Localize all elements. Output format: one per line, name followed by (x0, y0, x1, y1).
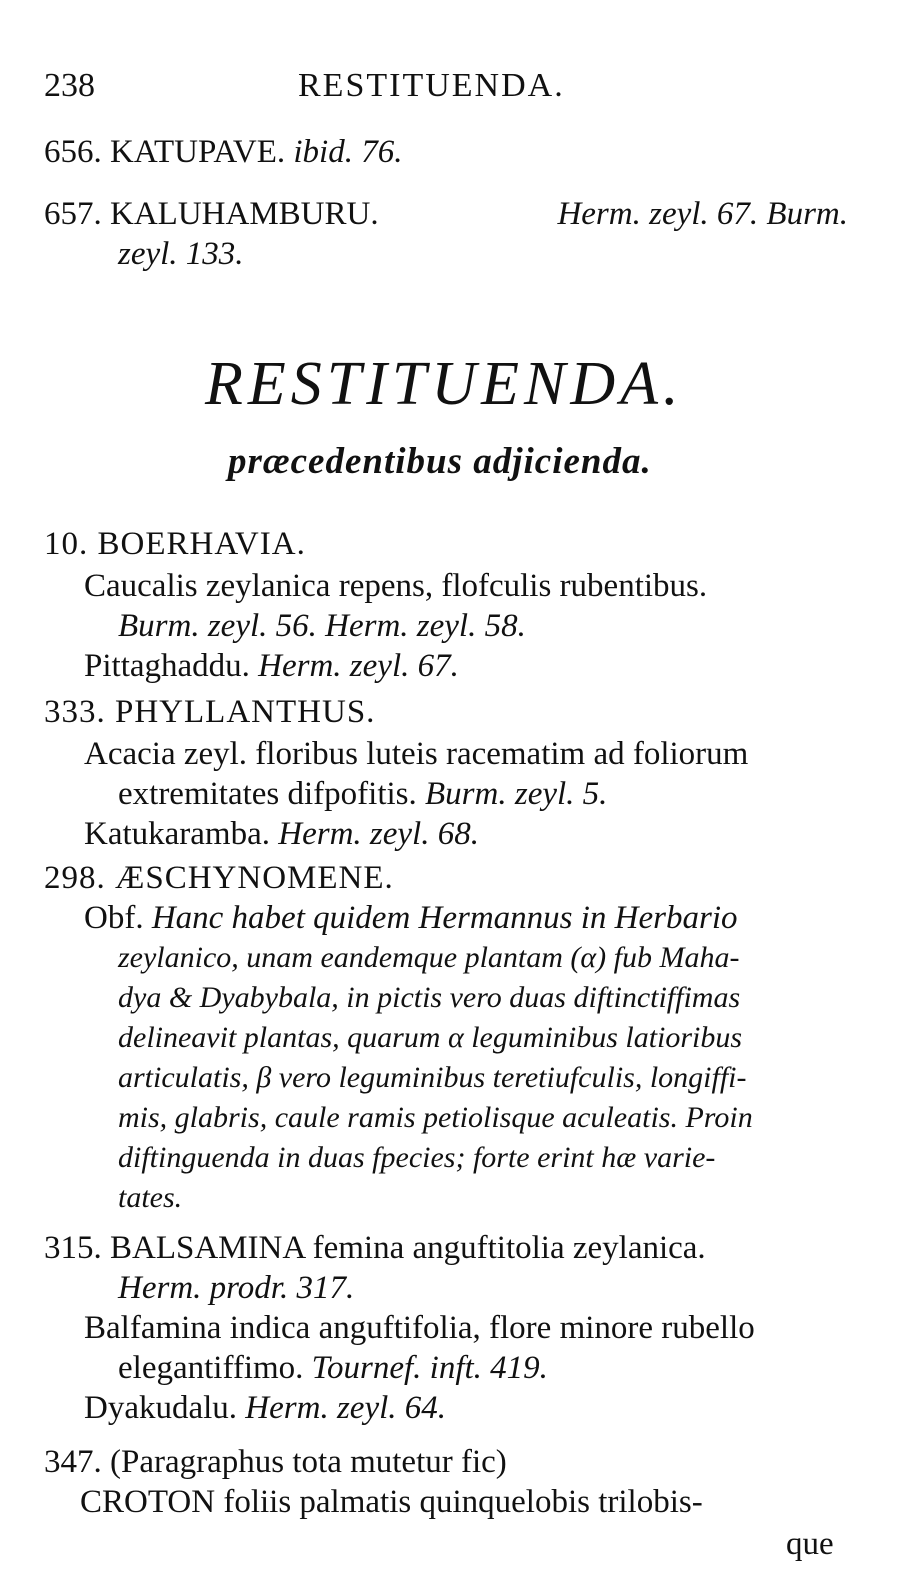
entry-line (84, 898, 738, 938)
entry-line (84, 1388, 446, 1428)
entry-note: Hanc habet quidem Hermannus in Herbario (151, 900, 738, 936)
entry-text: Katukaramba. (84, 816, 279, 852)
entry-text: Pittaghaddu. (84, 648, 259, 684)
page-number: 238 (44, 67, 95, 104)
entry-heading: 298. ÆSCHYNOMENE. (44, 860, 394, 896)
entry-note: tates. (118, 1181, 183, 1214)
entry-line: CROTON foliis palmatis quinquelobis trilobis- (80, 1484, 703, 1520)
entry-note: zeylanico, unam eandemque plantam (α) fub Maha- (118, 941, 740, 974)
entry-line (118, 1348, 548, 1388)
entry-note: dya & Dyabybala, in pictis vero duas diftinctiffimas (118, 981, 741, 1014)
entry-reference: Herm. zeyl. 64. (245, 1390, 447, 1426)
entry-text: extremitates difpofitis. (118, 776, 426, 812)
entry-line: Balfamina indica anguftifolia, flore minore rubello (84, 1310, 755, 1346)
entry-note: delineavit plantas, quarum α leguminibus latioribus (118, 1021, 743, 1054)
running-head: RESTITUENDA. (298, 67, 565, 104)
entry-heading: 315. BALSAMINA femina anguftitolia zeylanica. (44, 1230, 706, 1266)
entry-note: diftinguenda in duas fpecies; forte erint hæ varie- (118, 1141, 716, 1174)
entry-reference: ibid. 76. (293, 134, 403, 170)
entry-line: Acacia zeyl. floribus luteis racematim ad foliorum (84, 736, 749, 772)
catchword: que (786, 1526, 834, 1562)
entry-note: articulatis, β vero leguminibus teretiufculis, longiffi- (118, 1061, 747, 1094)
entry-reference: Herm. zeyl. 68. (278, 816, 479, 852)
entry-reference: Burm. zeyl. 56. Herm. zeyl. 58. (118, 608, 526, 644)
entry-heading: 10. BOERHAVIA. (44, 526, 306, 562)
entry-heading: 347. (Paragraphus tota mutetur fic) (44, 1444, 507, 1480)
entry-line (44, 132, 402, 172)
entry-line (118, 774, 607, 814)
entry-text: 657. KALUHAMBURU. (44, 196, 379, 232)
entry-text: elegantiffimo. (118, 1350, 312, 1386)
entry-text: 656. KATUPAVE. (44, 134, 294, 170)
entry-text: Dyakudalu. (84, 1390, 246, 1426)
entry-reference: Herm. zeyl. 67. Burm. (557, 196, 848, 232)
entry-line: Caucalis zeylanica repens, flofculis rubentibus. (84, 568, 708, 604)
entry-reference: Herm. prodr. 317. (118, 1270, 355, 1306)
entry-line (84, 814, 479, 854)
entry-note: mis, glabris, caule ramis petiolisque aculeatis. Proin (118, 1101, 753, 1134)
entry-line: zeyl. 133. (118, 236, 244, 272)
entry-reference: Burm. zeyl. 5. (425, 776, 608, 812)
entry-heading: 333. PHYLLANTHUS. (44, 694, 376, 730)
entry-reference: Herm. zeyl. 67. (258, 648, 459, 684)
section-subtitle: præcedentibus adjicienda. (228, 441, 652, 482)
entry-line (44, 194, 848, 234)
entry-reference: Tournef. inft. 419. (311, 1350, 548, 1386)
entry-line (84, 646, 459, 686)
entry-text: Obf. (84, 900, 152, 936)
section-title: RESTITUENDA. (205, 350, 684, 418)
